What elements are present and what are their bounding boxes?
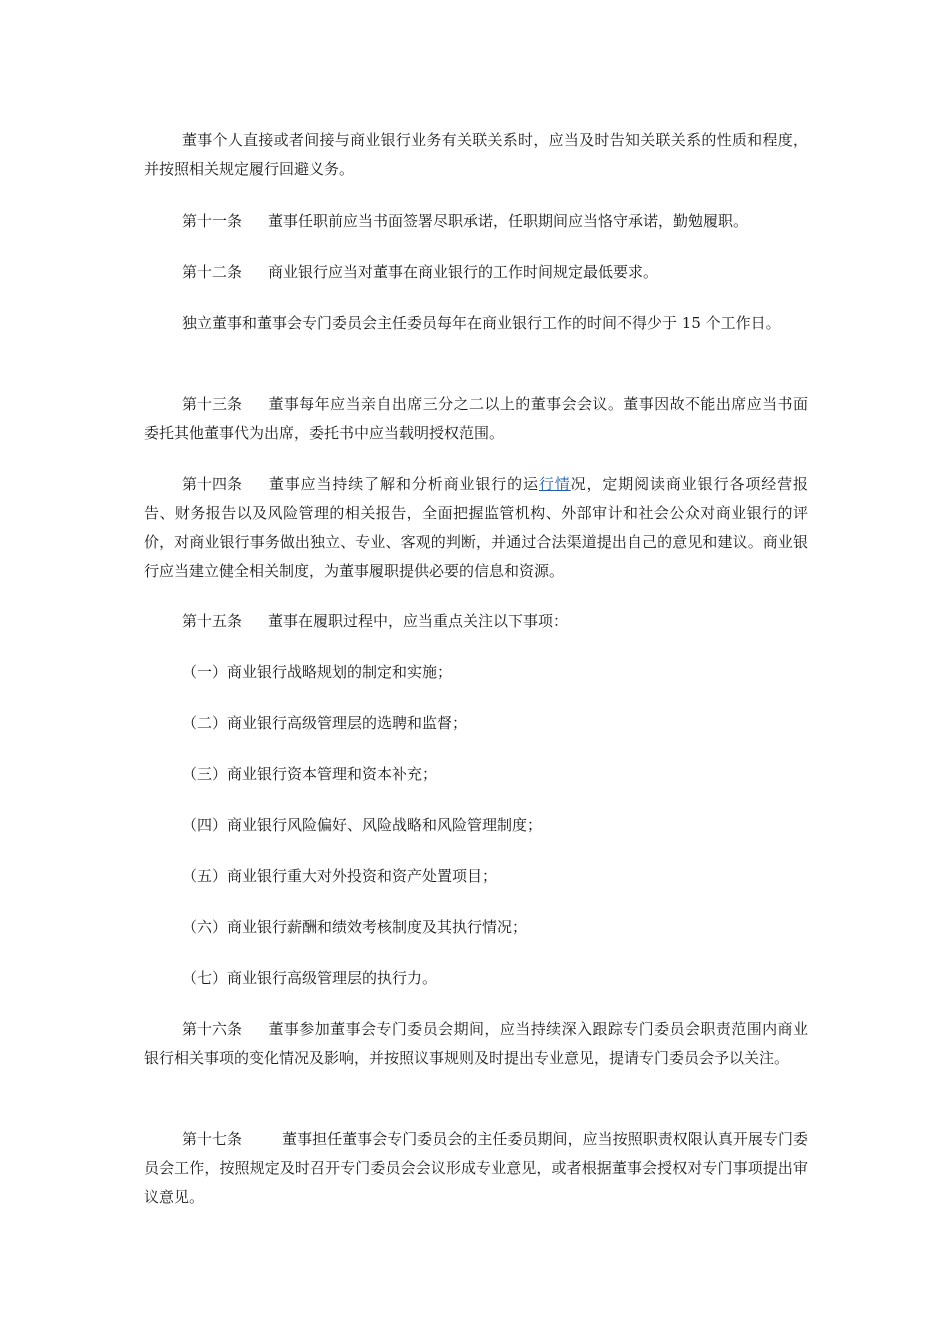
article-17 xyxy=(144,1125,808,1212)
list-item: （七）商业银行高级管理层的执行力。 xyxy=(182,969,438,987)
list-item: （六）商业银行薪酬和绩效考核制度及其执行情况； xyxy=(182,918,528,936)
article-17-label: 第十七条 xyxy=(182,1130,243,1148)
article-14-text-after: 况，定期阅读商业银行各项经营报告、财务报告以及风险管理的相关报告，全面把握监管机构、外部审计和社会公众对商业银行的评价，对商业银行事务做出独立、专业、客观的判断，并通过合法渠道提出自己的意见和建议。商业银行应当建立健全相关制度，为董事履职提供必要的信息和资源。 xyxy=(144,475,808,580)
article-13 xyxy=(144,390,808,448)
article-16-label: 第十六条 xyxy=(182,1020,243,1038)
article-11 xyxy=(144,207,808,236)
article-14-link[interactable]: 行情 xyxy=(538,475,571,493)
article-15-label: 第十五条 xyxy=(182,612,243,630)
article-11-text: 董事任职前应当书面签署尽职承诺，任职期间应当恪守承诺，勤勉履职。 xyxy=(268,212,749,230)
article-16 xyxy=(144,1015,808,1073)
article-16-text: 董事参加董事会专门委员会期间，应当持续深入跟踪专门委员会职责范围内商业银行相关事项的变化情况及影响，并按照议事规则及时提出专业意见，提请专门委员会予以关注。 xyxy=(144,1020,808,1067)
article-14-label: 第十四条 xyxy=(182,475,243,493)
list-item: （一）商业银行战略规划的制定和实施； xyxy=(182,663,453,681)
article-12-label: 第十二条 xyxy=(182,263,243,281)
article-15 xyxy=(144,607,808,636)
list-item: （五）商业银行重大对外投资和资产处置项目； xyxy=(182,867,498,885)
list-item: （三）商业银行资本管理和资本补充； xyxy=(182,765,438,783)
article-17-text: 董事担任董事会专门委员会的主任委员期间，应当按照职责权限认真开展专门委员会工作，按照规定及时召开专门委员会会议形成专业意见，或者根据董事会授权对专门事项提出审议意见。 xyxy=(144,1130,808,1206)
article-14-text-before: 董事应当持续了解和分析商业银行的运 xyxy=(268,475,539,493)
article-13-label: 第十三条 xyxy=(182,395,243,413)
list-item: （四）商业银行风险偏好、风险战略和风险管理制度； xyxy=(182,816,543,834)
article-15-text: 董事在履职过程中，应当重点关注以下事项： xyxy=(268,612,569,630)
article-14 xyxy=(144,470,808,586)
article-12 xyxy=(144,258,808,287)
list-item: （二）商业银行高级管理层的选聘和监督； xyxy=(182,714,468,732)
paragraph-related-party: 董事个人直接或者间接与商业银行业务有关联关系时，应当及时告知关联关系的性质和程度，并按照相关规定履行回避义务。 xyxy=(144,131,808,178)
paragraph-independent-director: 独立董事和董事会专门委员会主任委员每年在商业银行工作的时间不得少于 15 个工作日。 xyxy=(182,314,781,332)
article-11-label: 第十一条 xyxy=(182,212,243,230)
article-13-text: 董事每年应当亲自出席三分之二以上的董事会会议。董事因故不能出席应当书面委托其他董事代为出席，委托书中应当载明授权范围。 xyxy=(144,395,808,442)
article-12-text: 商业银行应当对董事在商业银行的工作时间规定最低要求。 xyxy=(268,263,659,281)
